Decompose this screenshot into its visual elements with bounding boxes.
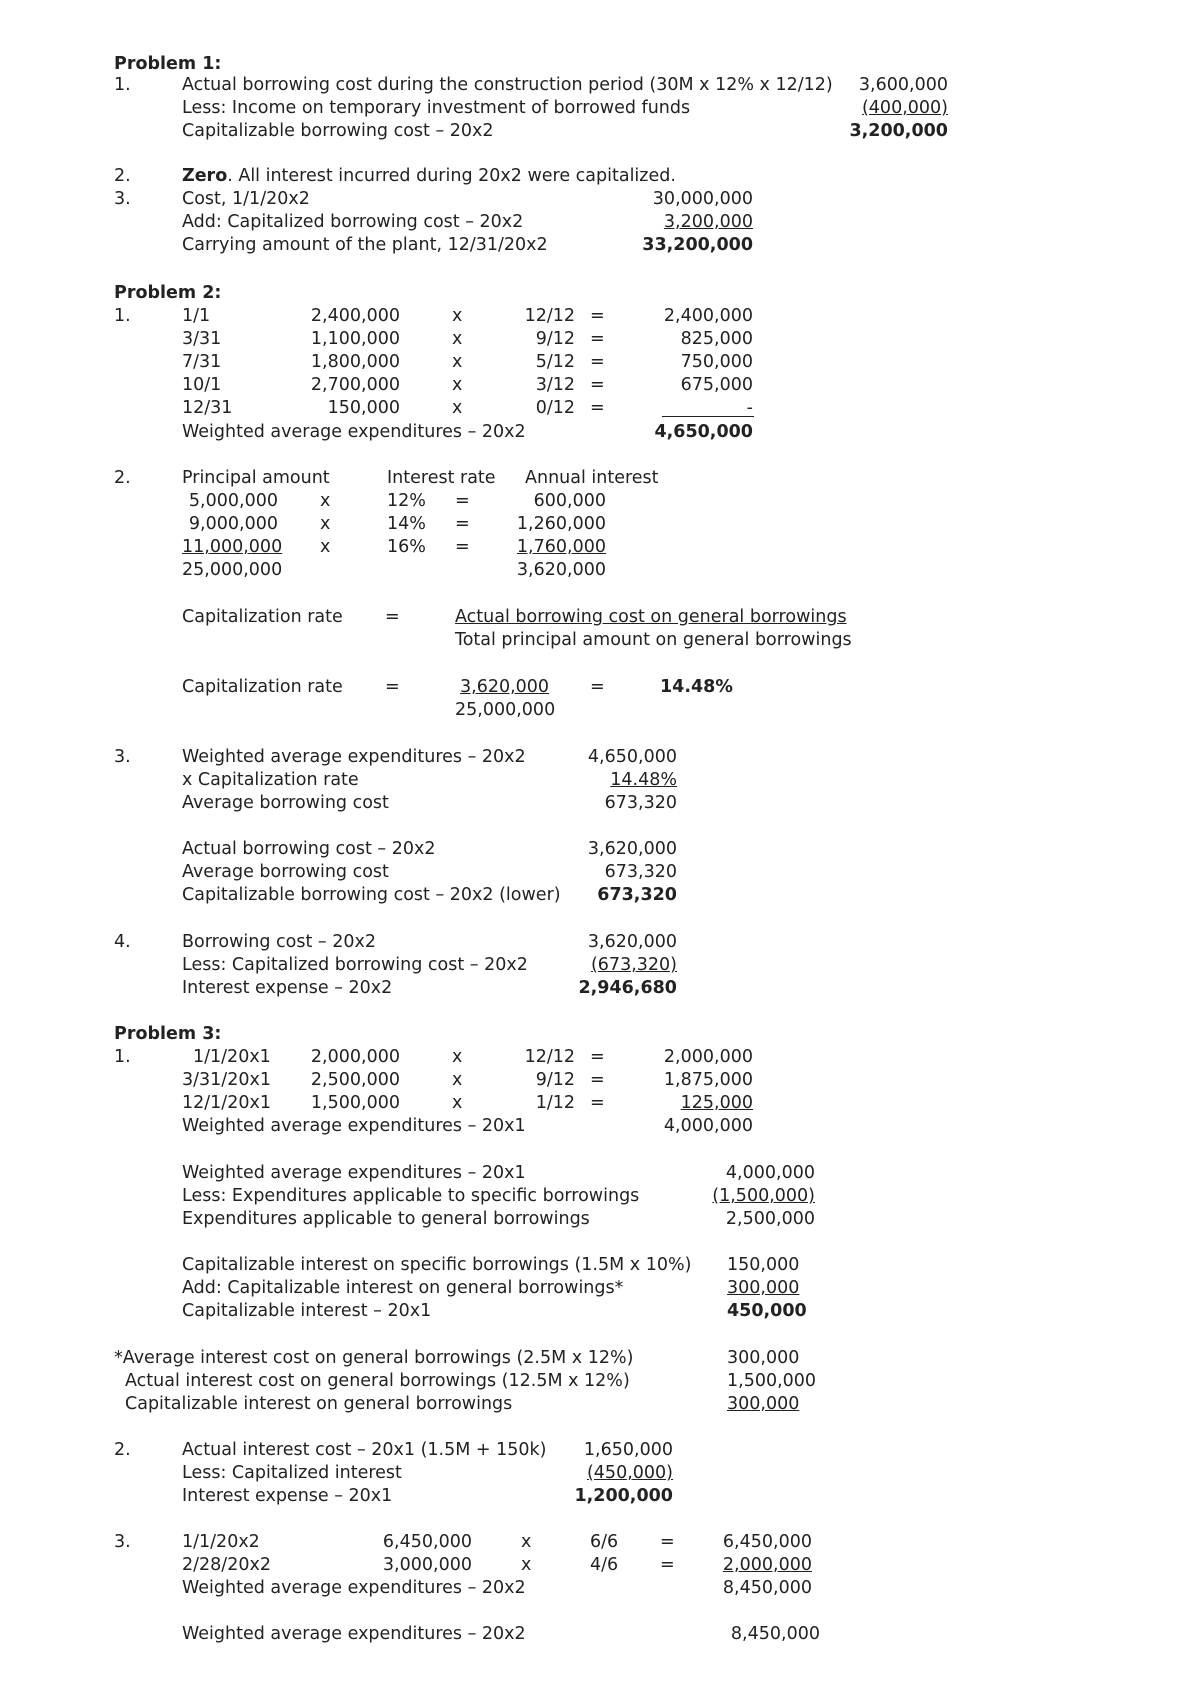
line-total: 450,000 <box>727 1301 807 1321</box>
line-label: Carrying amount of the plant, 12/31/20x2 <box>182 235 548 255</box>
line-value: 673,320 <box>604 862 677 882</box>
row-result: 2,400,000 <box>663 306 753 326</box>
item-number: 1. <box>114 75 131 95</box>
row-fraction: 1/12 <box>535 1093 575 1113</box>
row-fraction: 3/12 <box>535 375 575 395</box>
row-fraction: 5/12 <box>535 352 575 372</box>
fraction-numerator: 3,620,000 <box>460 677 550 697</box>
equals: = <box>590 398 605 418</box>
footnote-label: *Average interest cost on general borrowings (2.5M x 12%) <box>114 1348 634 1368</box>
line-value: 3,620,000 <box>587 839 677 859</box>
line-label: Weighted average expenditures – 20x2 <box>182 1624 526 1644</box>
item-number: 1. <box>114 306 131 326</box>
col-header-annual: Annual interest <box>525 468 659 488</box>
footnote-label: Capitalizable interest on general borrowings <box>125 1394 513 1414</box>
line-value: 30,000,000 <box>652 189 753 209</box>
line-value: (673,320) <box>590 955 677 975</box>
row-amount: 1,800,000 <box>310 352 400 372</box>
line-label: Weighted average expenditures – 20x2 <box>182 422 526 442</box>
equals: = <box>455 537 470 557</box>
line-value: 300,000 <box>727 1348 800 1368</box>
row-result: 2,000,000 <box>663 1047 753 1067</box>
item-number: 3. <box>114 1532 131 1552</box>
line-label: Less: Income on temporary investment of borrowed funds <box>182 98 691 118</box>
line-value: 3,200,000 <box>663 212 753 232</box>
line-label: Expenditures applicable to general borrowings <box>182 1209 590 1229</box>
line-value: 1,500,000 <box>727 1371 817 1391</box>
col-header-rate: Interest rate <box>387 468 496 488</box>
loan-interest: 600,000 <box>533 491 606 511</box>
row-amount: 1,100,000 <box>310 329 400 349</box>
times-sign: x <box>452 352 463 372</box>
total-rule <box>662 416 754 417</box>
problem-2-heading: Problem 2: <box>114 283 222 303</box>
row-fraction: 6/6 <box>590 1532 619 1552</box>
times-sign: x <box>452 398 463 418</box>
total-principal: 25,000,000 <box>182 560 283 580</box>
line-value: 3,600,000 <box>858 75 948 95</box>
equals: = <box>590 375 605 395</box>
item-number: 1. <box>114 1047 131 1067</box>
line-value: 1,650,000 <box>583 1440 673 1460</box>
equals: = <box>590 329 605 349</box>
times-sign: x <box>452 329 463 349</box>
line-value: 673,320 <box>604 793 677 813</box>
row-fraction: 9/12 <box>535 329 575 349</box>
line-label: Borrowing cost – 20x2 <box>182 932 376 952</box>
line-value: 2,500,000 <box>725 1209 815 1229</box>
emphasis: Zero <box>182 166 228 186</box>
loan-principal: 11,000,000 <box>182 537 283 557</box>
line-label: Add: Capitalizable interest on general borrowings* <box>182 1278 624 1298</box>
loan-interest: 1,760,000 <box>516 537 606 557</box>
equals: = <box>590 306 605 326</box>
line-value: 150,000 <box>727 1255 800 1275</box>
line-value: (400,000) <box>861 98 948 118</box>
line-label: Add: Capitalized borrowing cost – 20x2 <box>182 212 524 232</box>
times-sign: x <box>320 537 331 557</box>
line-total: 33,200,000 <box>642 235 753 255</box>
row-amount: 6,450,000 <box>382 1532 472 1552</box>
fraction-numerator: Actual borrowing cost on general borrowings <box>455 607 847 627</box>
times-sign: x <box>452 306 463 326</box>
row-result: 6,450,000 <box>722 1532 812 1552</box>
equals: = <box>590 1070 605 1090</box>
loan-principal: 5,000,000 <box>188 491 278 511</box>
row-date: 12/1/20x1 <box>182 1093 271 1113</box>
row-date: 3/31/20x1 <box>182 1070 271 1090</box>
times-sign: x <box>521 1555 532 1575</box>
line-total: 673,320 <box>597 885 677 905</box>
line-value: 300,000 <box>727 1278 800 1298</box>
line-label: Capitalizable interest on specific borrowings (1.5M x 10%) <box>182 1255 692 1275</box>
line-label: Actual borrowing cost – 20x2 <box>182 839 436 859</box>
row-amount: 2,000,000 <box>310 1047 400 1067</box>
equals: = <box>385 677 400 697</box>
item-number: 3. <box>114 189 131 209</box>
line-label: Actual interest cost – 20x1 (1.5M + 150k) <box>182 1440 547 1460</box>
row-date: 1/1/20x1 <box>193 1047 271 1067</box>
row-amount: 2,500,000 <box>310 1070 400 1090</box>
equals: = <box>660 1532 675 1552</box>
times-sign: x <box>521 1532 532 1552</box>
row-date: 2/28/20x2 <box>182 1555 271 1575</box>
item-number: 2. <box>114 166 131 186</box>
line-label: Capitalization rate <box>182 607 343 627</box>
loan-rate: 14% <box>387 514 426 534</box>
col-header-principal: Principal amount <box>182 468 330 488</box>
line-label: Weighted average expenditures – 20x2 <box>182 1578 526 1598</box>
line-label: Interest expense – 20x1 <box>182 1486 393 1506</box>
line-label: Weighted average expenditures – 20x1 <box>182 1116 526 1136</box>
capitalization-rate-result: 14.48% <box>660 677 733 697</box>
row-date: 7/31 <box>182 352 222 372</box>
equals: = <box>455 514 470 534</box>
item-number: 2. <box>114 468 131 488</box>
row-date: 10/1 <box>182 375 222 395</box>
line-value: 8,450,000 <box>730 1624 820 1644</box>
equals: = <box>590 1093 605 1113</box>
total-interest: 3,620,000 <box>516 560 606 580</box>
fraction-denominator: 25,000,000 <box>455 700 556 720</box>
line-value: 4,000,000 <box>725 1163 815 1183</box>
line-label: Capitalizable borrowing cost – 20x2 <box>182 121 494 141</box>
loan-rate: 16% <box>387 537 426 557</box>
row-result: - <box>746 398 753 418</box>
equals: = <box>385 607 400 627</box>
row-fraction: 9/12 <box>535 1070 575 1090</box>
line-label: Average borrowing cost <box>182 862 389 882</box>
loan-rate: 12% <box>387 491 426 511</box>
row-amount: 3,000,000 <box>382 1555 472 1575</box>
times-sign: x <box>320 491 331 511</box>
row-result: 125,000 <box>680 1093 753 1113</box>
line-label: Weighted average expenditures – 20x2 <box>182 747 526 767</box>
line-label: x Capitalization rate <box>182 770 359 790</box>
line-total: 4,650,000 <box>654 422 753 442</box>
item-number: 3. <box>114 747 131 767</box>
footnote-label: Actual interest cost on general borrowings (12.5M x 12%) <box>125 1371 630 1391</box>
line-total: 2,946,680 <box>578 978 677 998</box>
row-date: 12/31 <box>182 398 233 418</box>
row-fraction: 12/12 <box>524 1047 575 1067</box>
line-total: 3,200,000 <box>849 121 948 141</box>
row-amount: 2,400,000 <box>310 306 400 326</box>
row-amount: 150,000 <box>327 398 400 418</box>
row-fraction: 0/12 <box>535 398 575 418</box>
equals: = <box>590 352 605 372</box>
fraction-denominator: Total principal amount on general borrowings <box>455 630 852 650</box>
line-label: Cost, 1/1/20x2 <box>182 189 310 209</box>
item-number: 2. <box>114 1440 131 1460</box>
row-fraction: 12/12 <box>524 306 575 326</box>
line-label: Actual borrowing cost during the construction period (30M x 12% x 12/12) <box>182 75 833 95</box>
times-sign: x <box>452 1070 463 1090</box>
line-value: 300,000 <box>727 1394 800 1414</box>
line-label: Interest expense – 20x2 <box>182 978 393 998</box>
row-result: 675,000 <box>680 375 753 395</box>
line-value: (1,500,000) <box>712 1186 815 1206</box>
line-label: Less: Capitalized borrowing cost – 20x2 <box>182 955 528 975</box>
equals: = <box>590 677 605 697</box>
row-result: 1,875,000 <box>663 1070 753 1090</box>
line-label: Capitalizable interest – 20x1 <box>182 1301 432 1321</box>
times-sign: x <box>452 1047 463 1067</box>
row-date: 3/31 <box>182 329 222 349</box>
row-date: 1/1/20x2 <box>182 1532 260 1552</box>
row-result: 750,000 <box>680 352 753 372</box>
line-label: Less: Expenditures applicable to specific borrowings <box>182 1186 640 1206</box>
line-value: 3,620,000 <box>587 932 677 952</box>
item-number: 4. <box>114 932 131 952</box>
loan-principal: 9,000,000 <box>188 514 278 534</box>
line-value: 4,000,000 <box>663 1116 753 1136</box>
line-label: Capitalization rate <box>182 677 343 697</box>
text: . All interest incurred during 20x2 were capitalized. <box>227 166 676 186</box>
row-amount: 2,700,000 <box>310 375 400 395</box>
row-fraction: 4/6 <box>590 1555 619 1575</box>
line-value: 4,650,000 <box>587 747 677 767</box>
row-result: 825,000 <box>680 329 753 349</box>
times-sign: x <box>452 1093 463 1113</box>
line-label: Less: Capitalized interest <box>182 1463 402 1483</box>
line-value: 8,450,000 <box>722 1578 812 1598</box>
line-label: Weighted average expenditures – 20x1 <box>182 1163 526 1183</box>
line-value: 14.48% <box>610 770 677 790</box>
line-label: Average borrowing cost <box>182 793 389 813</box>
row-amount: 1,500,000 <box>310 1093 400 1113</box>
equals: = <box>590 1047 605 1067</box>
item-2-text <box>182 168 676 186</box>
line-total: 1,200,000 <box>574 1486 673 1506</box>
line-value: (450,000) <box>586 1463 673 1483</box>
problem-3-heading: Problem 3: <box>114 1024 222 1044</box>
line-label: Capitalizable borrowing cost – 20x2 (lower) <box>182 885 561 905</box>
loan-interest: 1,260,000 <box>516 514 606 534</box>
problem-1-heading: Problem 1: <box>114 54 222 74</box>
row-result: 2,000,000 <box>722 1555 812 1575</box>
row-date: 1/1 <box>182 306 211 326</box>
times-sign: x <box>320 514 331 534</box>
times-sign: x <box>452 375 463 395</box>
equals: = <box>455 491 470 511</box>
equals: = <box>660 1555 675 1575</box>
